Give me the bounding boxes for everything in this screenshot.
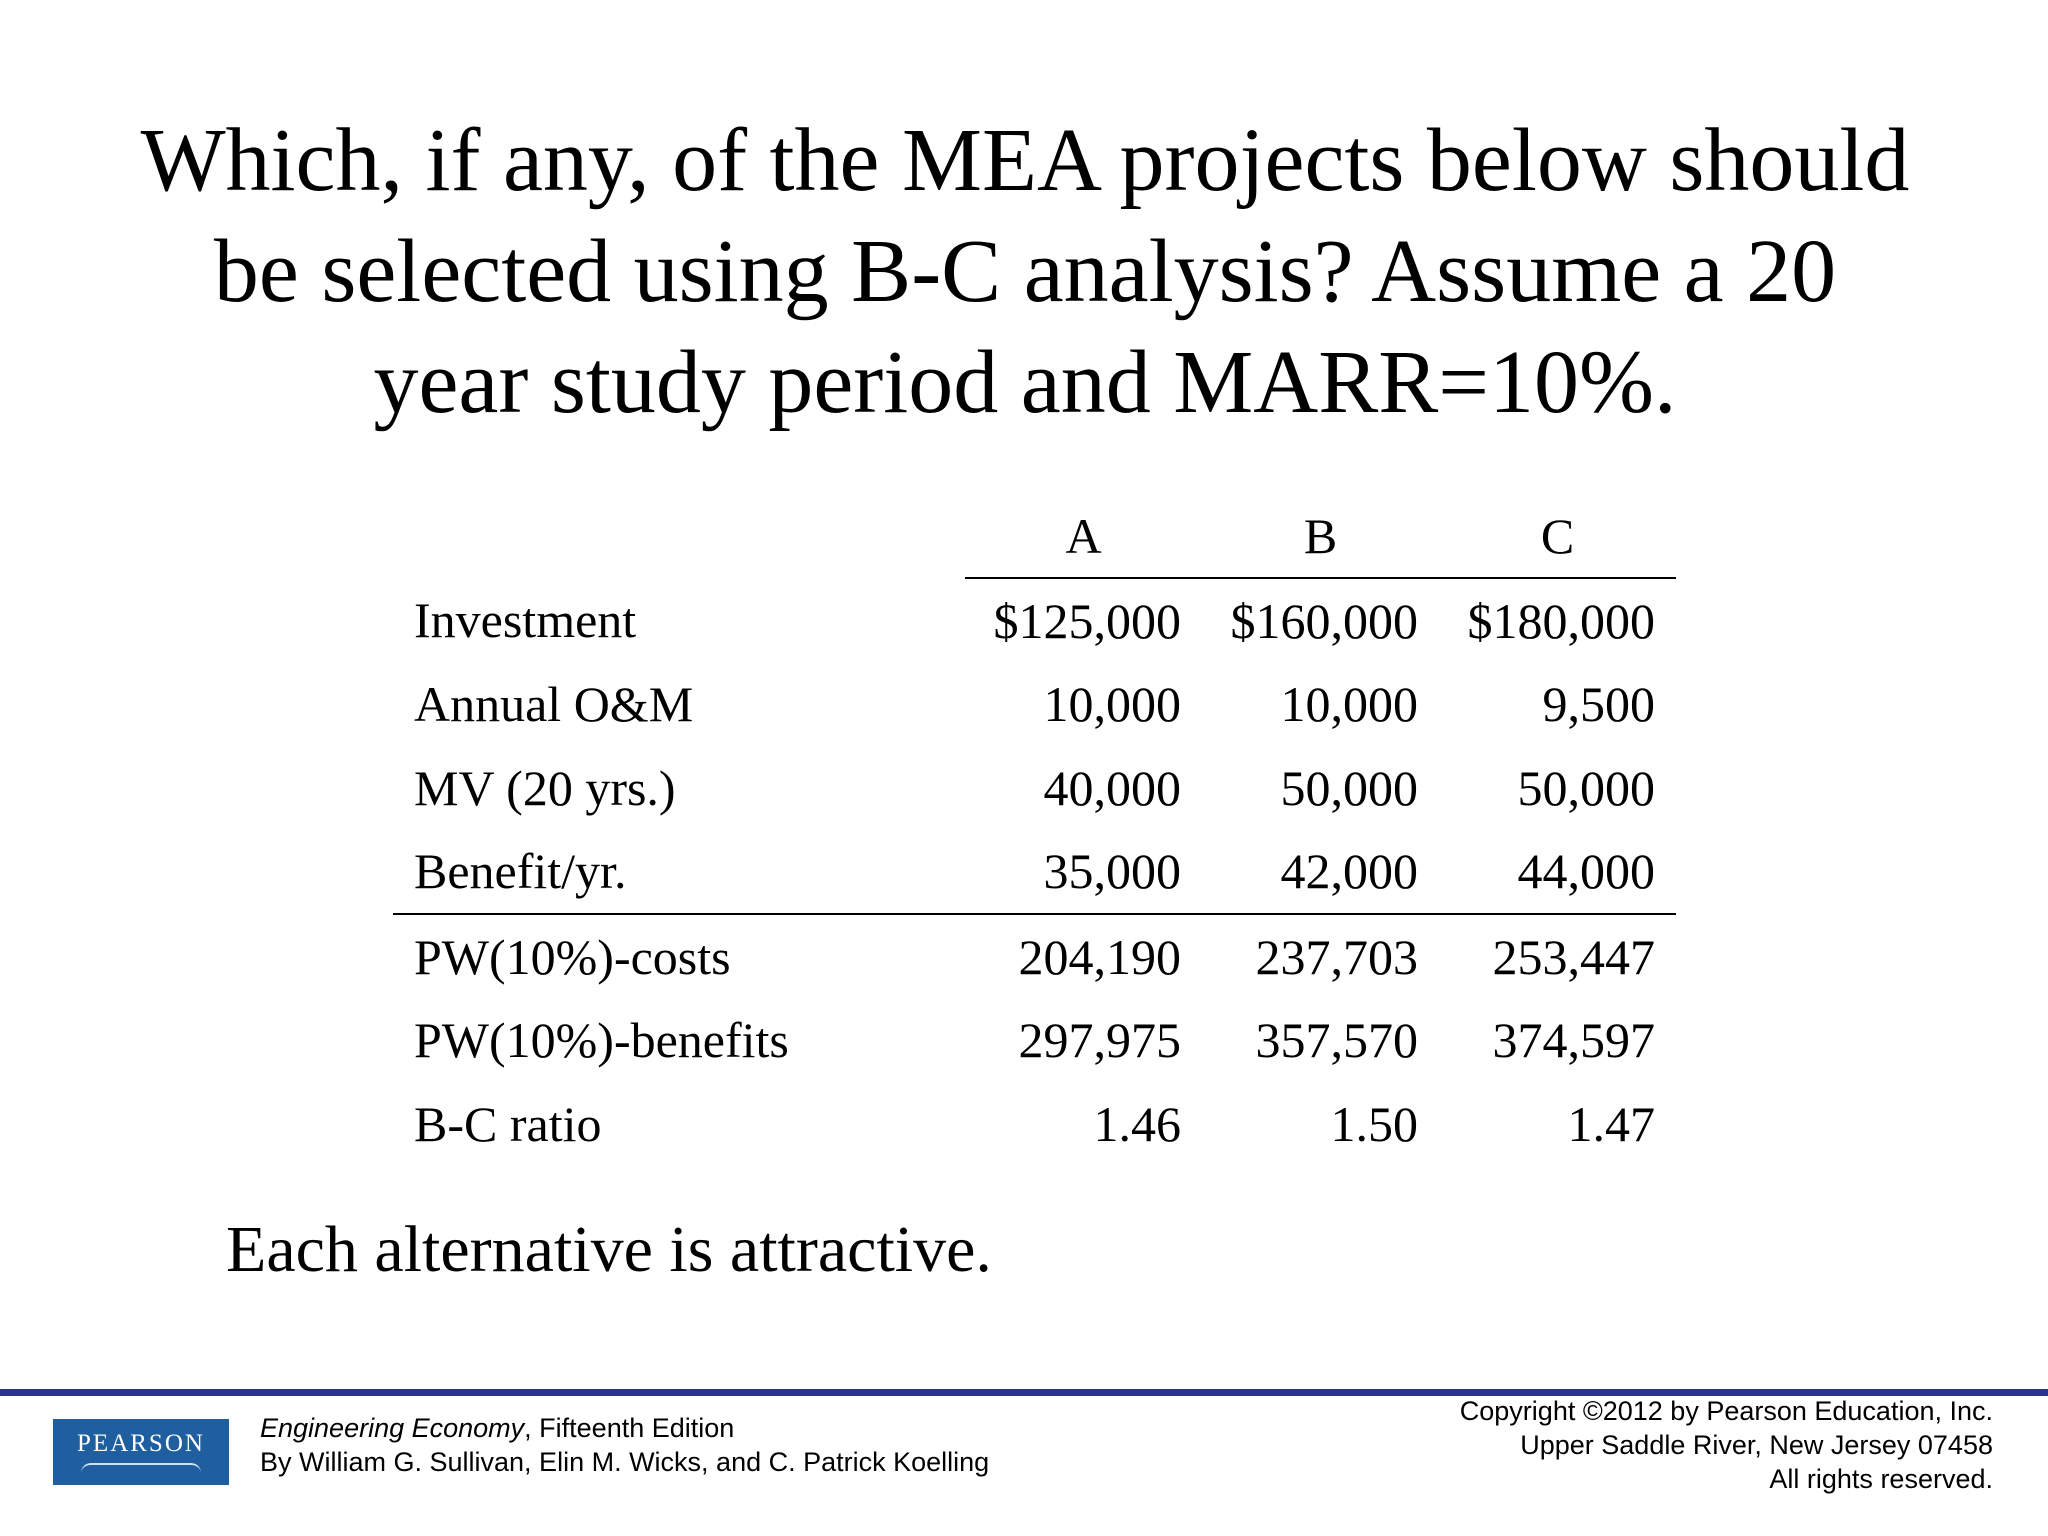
cell-value-a: 204,190 bbox=[1018, 928, 1181, 985]
cell-value-b: 42,000 bbox=[1202, 830, 1439, 915]
table-row-market-value bbox=[393, 746, 1676, 830]
row-label: PW(10%)-benefits bbox=[414, 1012, 789, 1069]
slide-title-line-1: Which, if any, of the MEA projects below should bbox=[140, 111, 1910, 210]
table-row-investment bbox=[393, 578, 1676, 663]
book-authors: By William G. Sullivan, Elin M. Wicks, and C. Patrick Koelling bbox=[260, 1447, 990, 1477]
row-label: PW(10%)-costs bbox=[414, 928, 731, 985]
column-header-c: C bbox=[1439, 494, 1676, 578]
pearson-logo bbox=[53, 1419, 229, 1485]
cell-value-c: 1.47 bbox=[1567, 1095, 1655, 1152]
cell-value-b: 10,000 bbox=[1280, 676, 1418, 733]
pearson-swoosh-icon bbox=[81, 1463, 201, 1473]
cell-value-b: 357,570 bbox=[1255, 1012, 1418, 1069]
pearson-logo-text: PEARSON bbox=[77, 1430, 205, 1457]
row-label: B-C ratio bbox=[414, 1095, 602, 1152]
row-label: Benefit/yr. bbox=[393, 830, 965, 915]
cell-value-b: 50,000 bbox=[1280, 759, 1418, 816]
cell-value-c: 253,447 bbox=[1492, 928, 1655, 985]
table-row-pw-costs bbox=[393, 914, 1676, 999]
table-row-benefit bbox=[393, 830, 1676, 915]
cell-value-a: 10,000 bbox=[1043, 676, 1181, 733]
cell-value-a: 40,000 bbox=[1043, 759, 1181, 816]
slide-title-line-2: be selected using B-C analysis? Assume a 20 bbox=[213, 222, 1837, 321]
cell-value-a: 35,000 bbox=[965, 830, 1202, 915]
slide-title bbox=[100, 105, 1950, 438]
cell-value-c: $180,000 bbox=[1467, 592, 1655, 649]
copyright-notice bbox=[1460, 1394, 1993, 1496]
cell-value-c: 50,000 bbox=[1517, 759, 1655, 816]
cell-value-c: 44,000 bbox=[1439, 830, 1676, 915]
cell-value-c: 9,500 bbox=[1542, 676, 1655, 733]
table-row-pw-benefits bbox=[393, 999, 1676, 1083]
cell-value-a: 297,975 bbox=[1018, 1012, 1181, 1069]
table-header-blank bbox=[393, 494, 965, 578]
book-title: Engineering Economy bbox=[260, 1413, 525, 1443]
copyright-line-3: All rights reserved. bbox=[1769, 1464, 1993, 1494]
row-label: Investment bbox=[414, 592, 637, 649]
column-header-b: B bbox=[1202, 494, 1439, 578]
alternatives-table bbox=[393, 494, 1676, 1166]
table-row-annual-om bbox=[393, 663, 1676, 747]
table-row-bc-ratio bbox=[393, 1082, 1676, 1166]
book-title-line bbox=[260, 1411, 989, 1445]
cell-value-a: 1.46 bbox=[1093, 1095, 1181, 1152]
book-edition: , Fifteenth Edition bbox=[524, 1413, 735, 1443]
conclusion-text: Each alternative is attractive. bbox=[226, 1213, 992, 1286]
cell-value-b: 1.50 bbox=[1330, 1095, 1418, 1152]
row-label: Annual O&M bbox=[414, 676, 694, 733]
cell-value-c: 374,597 bbox=[1492, 1012, 1655, 1069]
column-header-a: A bbox=[965, 494, 1202, 578]
cell-value-a: $125,000 bbox=[993, 592, 1181, 649]
row-label: MV (20 yrs.) bbox=[414, 759, 676, 816]
book-info bbox=[260, 1411, 989, 1479]
cell-value-b: $160,000 bbox=[1230, 592, 1418, 649]
slide-title-line-3: year study period and MARR=10%. bbox=[373, 333, 1677, 432]
cell-value-b: 237,703 bbox=[1255, 928, 1418, 985]
copyright-line-2: Upper Saddle River, New Jersey 07458 bbox=[1520, 1430, 1993, 1460]
table-header-row bbox=[393, 494, 1676, 578]
copyright-line-1: Copyright ©2012 by Pearson Education, Inc. bbox=[1459, 1396, 1993, 1426]
